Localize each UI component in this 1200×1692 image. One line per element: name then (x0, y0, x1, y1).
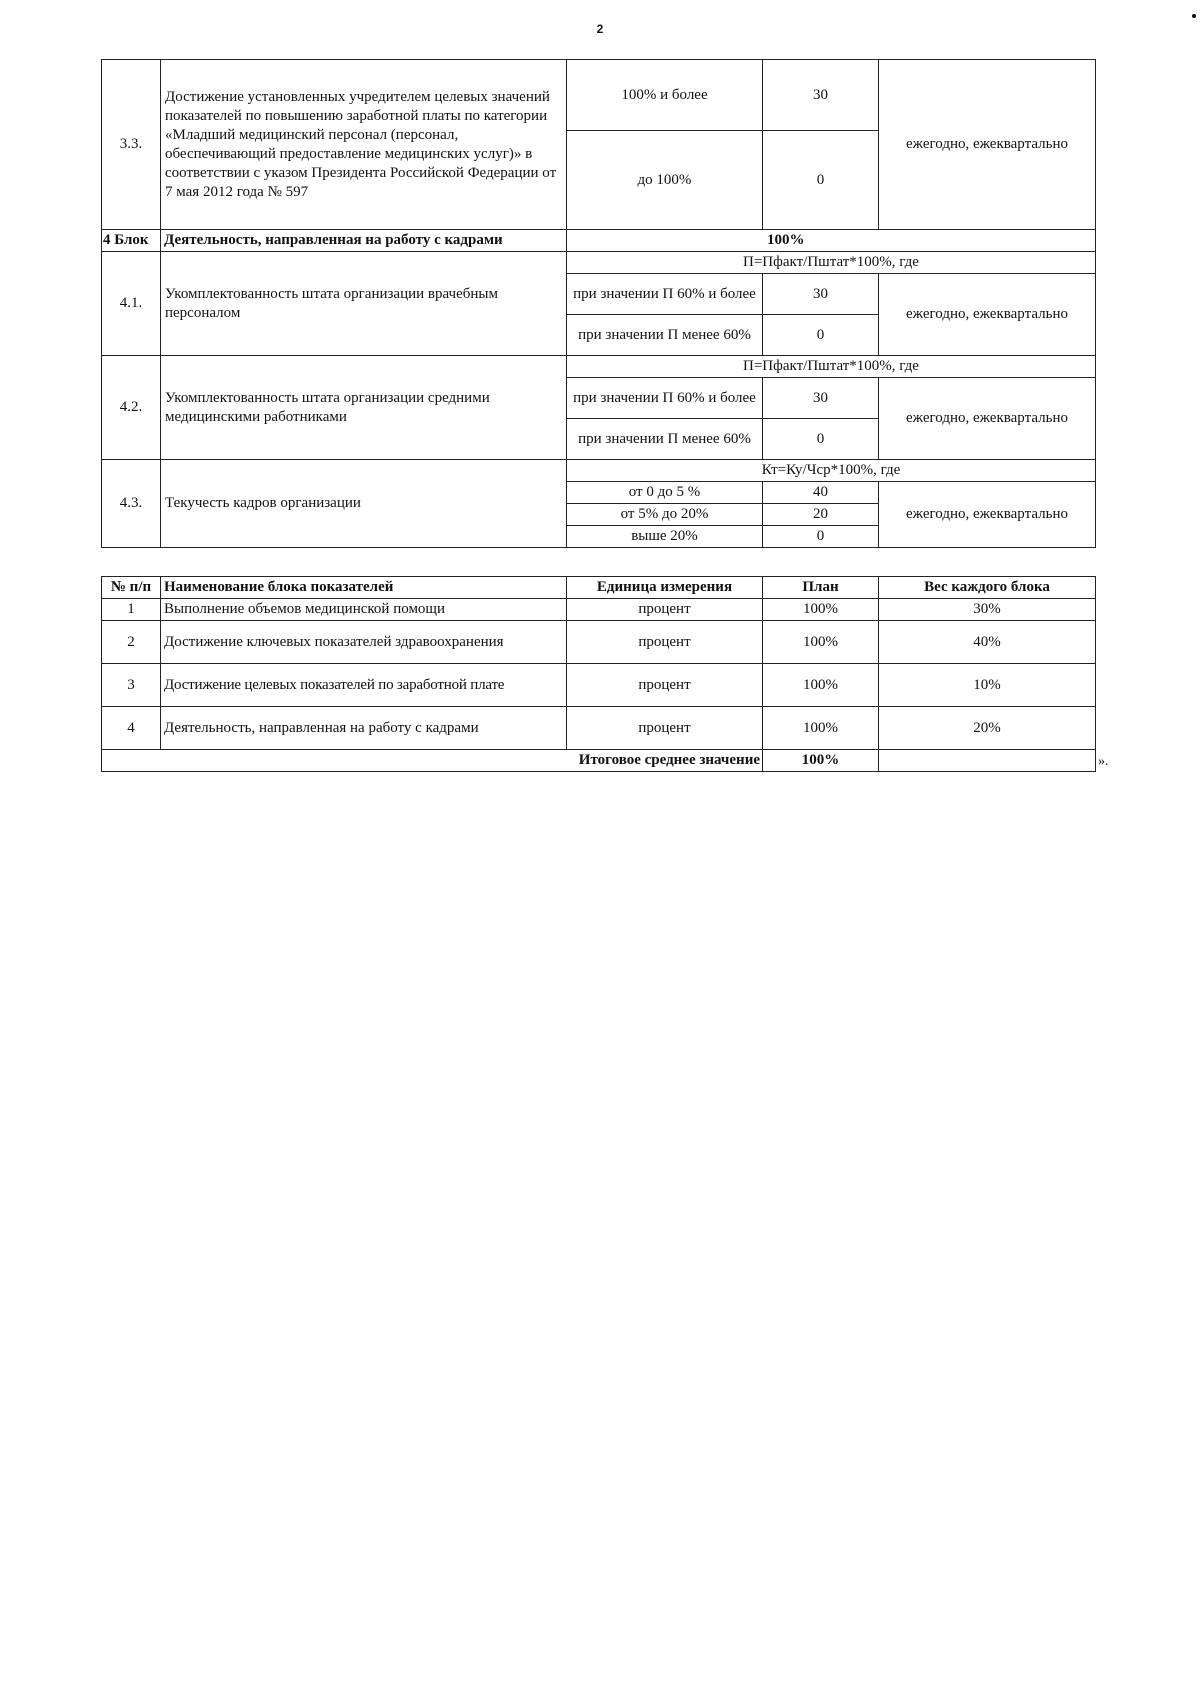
period-cell: ежегодно, ежеквартально (879, 482, 1096, 548)
indicator-row-4-2 (102, 356, 1096, 378)
row-unit: процент (567, 599, 763, 621)
row-num: 1 (102, 599, 161, 621)
condition-cell: 100% и более (567, 60, 763, 131)
row-plan: 100% (763, 664, 879, 707)
summary-row (102, 621, 1096, 664)
summary-row (102, 664, 1096, 707)
condition-cell: при значении П менее 60% (567, 419, 763, 460)
formula-cell: П=Пфакт/Пштат*100%, где (567, 356, 1096, 378)
period-cell: ежегодно, ежеквартально (879, 274, 1096, 356)
condition-cell: при значении П 60% и более (567, 378, 763, 419)
row-num: 3 (102, 664, 161, 707)
header-unit: Единица измерения (567, 577, 763, 599)
block-title: Деятельность, направленная на работу с кадрами (161, 230, 567, 252)
header-name: Наименование блока показателей (161, 577, 567, 599)
total-plan: 100% (763, 750, 879, 772)
score-cell: 0 (763, 526, 879, 548)
score-cell: 30 (763, 274, 879, 315)
indicator-row-4-1 (102, 252, 1096, 274)
indicator-number: 4.1. (102, 252, 161, 356)
score-cell: 0 (763, 131, 879, 230)
condition-cell: при значении П менее 60% (567, 315, 763, 356)
row-unit: процент (567, 621, 763, 664)
row-num: 2 (102, 621, 161, 664)
row-weight: 10% (879, 664, 1096, 707)
period-cell: ежегодно, ежеквартально (879, 60, 1096, 230)
row-name: Выполнение объемов медицинской помощи (161, 599, 567, 621)
indicator-number: 3.3. (102, 60, 161, 230)
condition-cell: при значении П 60% и более (567, 274, 763, 315)
header-num: № п/п (102, 577, 161, 599)
summary-table (101, 576, 1096, 772)
row-weight: 40% (879, 621, 1096, 664)
row-unit: процент (567, 664, 763, 707)
condition-cell: выше 20% (567, 526, 763, 548)
row-unit: процент (567, 707, 763, 750)
formula-cell: Кт=Ку/Чср*100%, где (567, 460, 1096, 482)
row-name: Достижение ключевых показателей здравоохранения (161, 621, 567, 664)
indicators-table (101, 59, 1096, 548)
score-cell: 30 (763, 378, 879, 419)
indicator-description: Укомплектованность штата организации средними медицинскими работниками (161, 356, 567, 460)
total-weight (879, 750, 1096, 772)
row-plan: 100% (763, 707, 879, 750)
header-plan: План (763, 577, 879, 599)
score-cell: 0 (763, 419, 879, 460)
condition-cell: от 0 до 5 % (567, 482, 763, 504)
summary-row (102, 707, 1096, 750)
page-number: 2 (596, 22, 604, 36)
block-label: 4 Блок (102, 230, 161, 252)
total-label: Итоговое среднее значение (102, 750, 763, 772)
summary-total-row (102, 750, 1096, 772)
row-plan: 100% (763, 599, 879, 621)
row-name: Деятельность, направленная на работу с кадрами (161, 707, 567, 750)
header-weight: Вес каждого блока (879, 577, 1096, 599)
row-weight: 20% (879, 707, 1096, 750)
row-weight: 30% (879, 599, 1096, 621)
formula-cell: П=Пфакт/Пштат*100%, где (567, 252, 1096, 274)
score-cell: 40 (763, 482, 879, 504)
indicator-description: Достижение установленных учредителем целевых значений показателей по повышению заработной платы по категории «Младший медицинский персонал (персонал, обеспечивающий предоставление медицинских услуг)» в соответствии с указом Президента Российской Федерации от 7 мая 2012 года № 597 (161, 60, 567, 230)
row-num: 4 (102, 707, 161, 750)
indicator-row-3-3 (102, 60, 1096, 131)
row-name: Достижение целевых показателей по заработной плате (161, 664, 567, 707)
summary-header-row (102, 577, 1096, 599)
indicator-description: Текучесть кадров организации (161, 460, 567, 548)
indicator-number: 4.2. (102, 356, 161, 460)
score-cell: 20 (763, 504, 879, 526)
indicator-row-4-3 (102, 460, 1096, 482)
condition-cell: от 5% до 20% (567, 504, 763, 526)
row-plan: 100% (763, 621, 879, 664)
period-cell: ежегодно, ежеквартально (879, 378, 1096, 460)
score-cell: 30 (763, 60, 879, 131)
condition-cell: до 100% (567, 131, 763, 230)
block-header-row (102, 230, 1096, 252)
indicator-number: 4.3. (102, 460, 161, 548)
score-cell: 0 (763, 315, 879, 356)
block-value: 100% (567, 230, 1096, 252)
indicator-description: Укомплектованность штата организации врачебным персоналом (161, 252, 567, 356)
summary-row (102, 599, 1096, 621)
corner-mark (1192, 14, 1196, 18)
closing-quote: ». (1098, 754, 1109, 769)
